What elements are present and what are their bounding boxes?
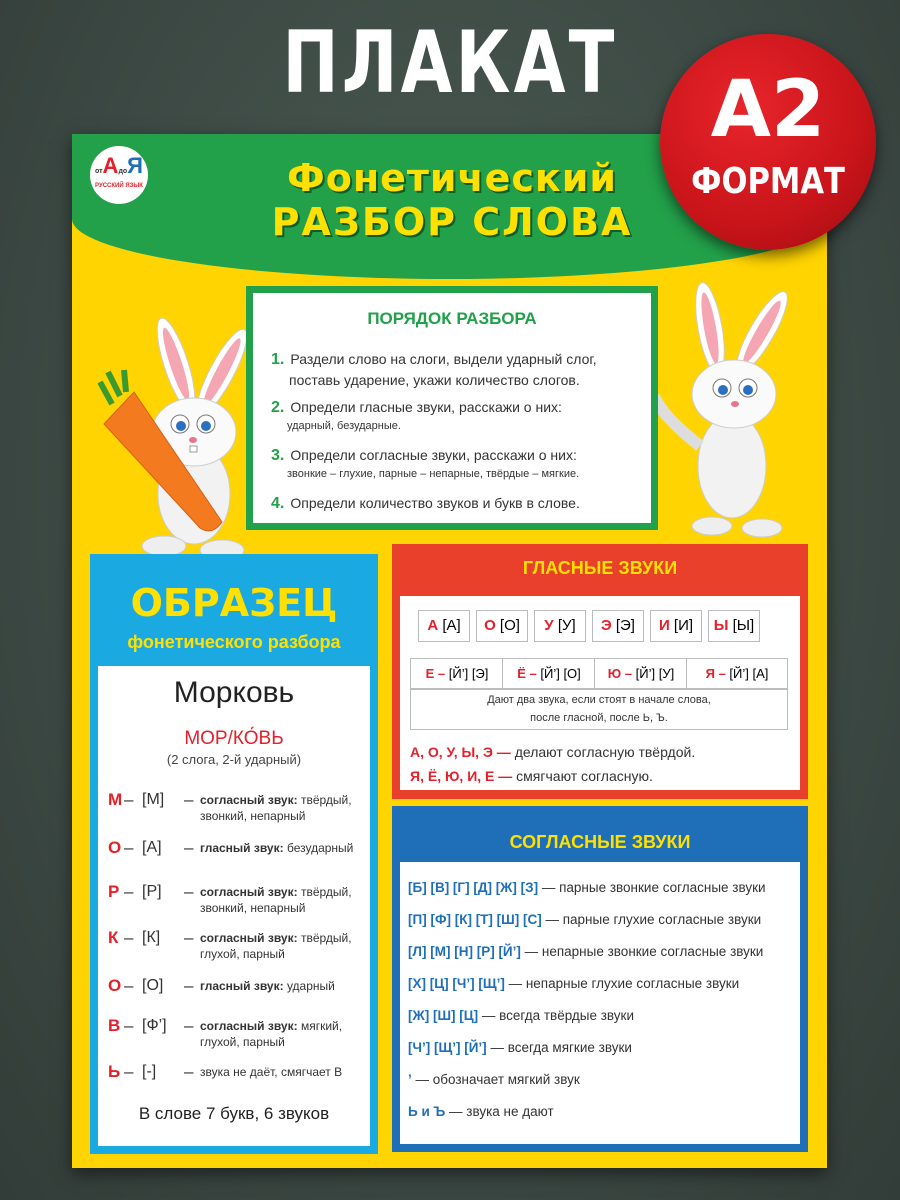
poster-title-line1: Фонетический	[287, 156, 617, 200]
format-label: ФОРМАТ	[691, 161, 845, 202]
order-step: 4. Определи количество звуков и букв в слове.	[271, 495, 580, 512]
vowel-cell: Ы [Ы]	[708, 610, 760, 642]
consonants-title: СОГЛАСНЫЕ ЗВУКИ	[509, 832, 691, 852]
vowel-cell: О [О]	[476, 610, 528, 642]
consonant-row: [Ж] [Ш] [Ц] — всегда твёрдые звуки	[408, 1008, 635, 1023]
vowels-note: Дают два звука, если стоят в начале слова, после гласной, после Ь, Ъ.	[410, 688, 788, 730]
vowel-cell: И [И]	[650, 610, 702, 642]
sample-subtitle: фонетического разбора	[127, 632, 341, 652]
consonant-row: [Х] [Ц] [Ч’] [Щ’] — непарные глухие согласные звуки	[408, 976, 740, 991]
iotated-vowel-cell: Я – [Й’] [А]	[686, 658, 788, 690]
consonant-row: [Ч’] [Щ’] [Й’] — всегда мягкие звуки	[408, 1040, 632, 1055]
format-badge	[660, 34, 876, 250]
order-panel	[246, 286, 658, 530]
consonant-row: Ь и Ъ — звука не дают	[408, 1104, 554, 1119]
order-step: 3. Определи согласные звуки, расскажи о них: звонкие – глухие, парные – непарные, твёрдые – мягкие.	[271, 447, 580, 480]
vowels-panel	[392, 544, 808, 799]
iotated-vowel-cell: Ё – [Й’] [О]	[502, 658, 596, 690]
vowel-cell: У [У]	[534, 610, 586, 642]
publisher-logo: отАдоЯ РУССКИЙ ЯЗЫК	[90, 146, 148, 204]
consonant-row: ’ — обозначает мягкий звук	[408, 1072, 580, 1087]
vowels-rule-soft: Я, Ё, Ю, И, Е — смягчают согласную.	[410, 768, 653, 784]
sample-panel: ОБРАЗЕЦ фонетического разбора Морковь МОР/КО́ВЬ (2 слога, 2-й ударный) М – [М] – согласный звук: твёрдый, звонкий, непарный О – [А] – гласный звук: безударный Р – [Р] – согласный звук: твёрдый, звонкий, непарный К – [К] – согласный звук: твёрдый, глухой, парный О – [О] – гласный звук: ударный В – [Ф’] – согласный звук: мягкий, глухой, парный Ь – [-] – звука не даёт, смягчает В В слове 7 букв, 6 звуков	[90, 554, 378, 1154]
bunny-pointing-illustration	[652, 276, 822, 546]
sample-total: В слове 7 букв, 6 звуков	[138, 1104, 330, 1123]
consonants-panel	[392, 806, 808, 1152]
poster-title-line2: РАЗБОР СЛОВА	[271, 200, 633, 244]
iotated-vowel-cell: Ю – [Й’] [У]	[594, 658, 688, 690]
sample-syllables: МОР/КО́ВЬ	[184, 728, 284, 749]
order-title: ПОРЯДОК РАЗБОРА	[367, 309, 537, 328]
vowel-cell: Э [Э]	[592, 610, 644, 642]
order-step: 1. Раздели слово на слоги, выдели ударный слог, поставь ударение, укажи количество слогов.	[271, 351, 597, 388]
format-size: А2	[710, 65, 826, 155]
consonant-row: [Л] [М] [Н] [Р] [Й’] — непарные звонкие согласные звуки	[408, 944, 764, 959]
sample-word: Морковь	[173, 676, 295, 709]
vowels-rule-hard: А, О, У, Ы, Э — делают согласную твёрдой.	[410, 744, 696, 760]
sample-syllables-note: (2 слога, 2-й ударный)	[166, 752, 302, 767]
consonant-row: [Б] [В] [Г] [Д] [Ж] [З] — парные звонкие согласные звуки	[408, 880, 766, 895]
banner-title: ПЛАКАТ	[282, 13, 618, 113]
vowels-title: ГЛАСНЫЕ ЗВУКИ	[522, 558, 678, 578]
poster	[72, 134, 827, 1168]
iotated-vowel-cell: Е – [Й’] [Э]	[410, 658, 504, 690]
sample-title: ОБРАЗЕЦ	[130, 581, 338, 625]
order-step: 2. Определи гласные звуки, расскажи о них: ударный, безударные.	[271, 399, 562, 432]
vowel-cell: А [А]	[418, 610, 470, 642]
consonant-row: [П] [Ф] [К] [Т] [Ш] [С] — парные глухие согласные звуки	[408, 912, 762, 927]
